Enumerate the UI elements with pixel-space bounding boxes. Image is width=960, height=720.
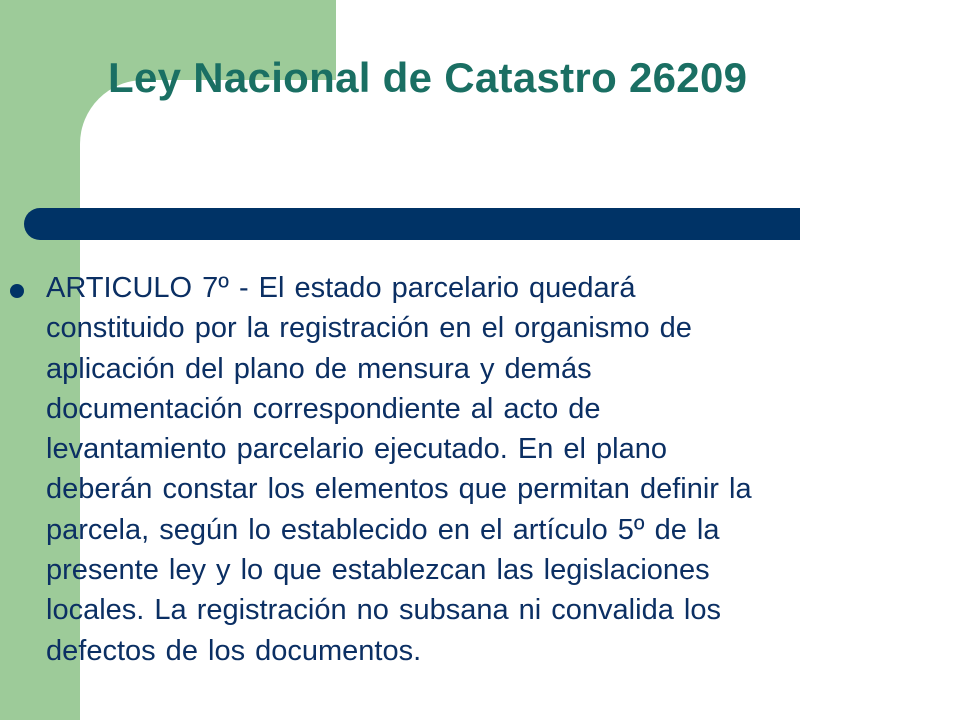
article-line: locales. La registración no subsana ni convalida los	[46, 594, 721, 627]
article-line: aplicación del plano de mensura y demás	[46, 352, 592, 385]
article-line: defectos de los documentos.	[46, 634, 422, 667]
article-line: presente ley y lo que establezcan las legislaciones	[46, 554, 710, 587]
article-text	[46, 268, 946, 671]
article-line: ARTICULO 7º - El estado parcelario quedará	[46, 272, 636, 304]
slide-title: Ley Nacional de Catastro 26209	[108, 54, 748, 101]
article-line: levantamiento parcelario ejecutado. En el plano	[46, 433, 668, 466]
bullet-icon	[10, 284, 24, 298]
article-line: deberán constar los elementos que permitan definir la	[46, 473, 752, 506]
article-line: parcela, según lo establecido en el artículo 5º de la	[46, 513, 720, 546]
title-divider-bar	[24, 208, 800, 240]
article-line: constituido por la registración en el organismo de	[46, 312, 692, 345]
article-line: documentación correspondiente al acto de	[46, 392, 601, 425]
